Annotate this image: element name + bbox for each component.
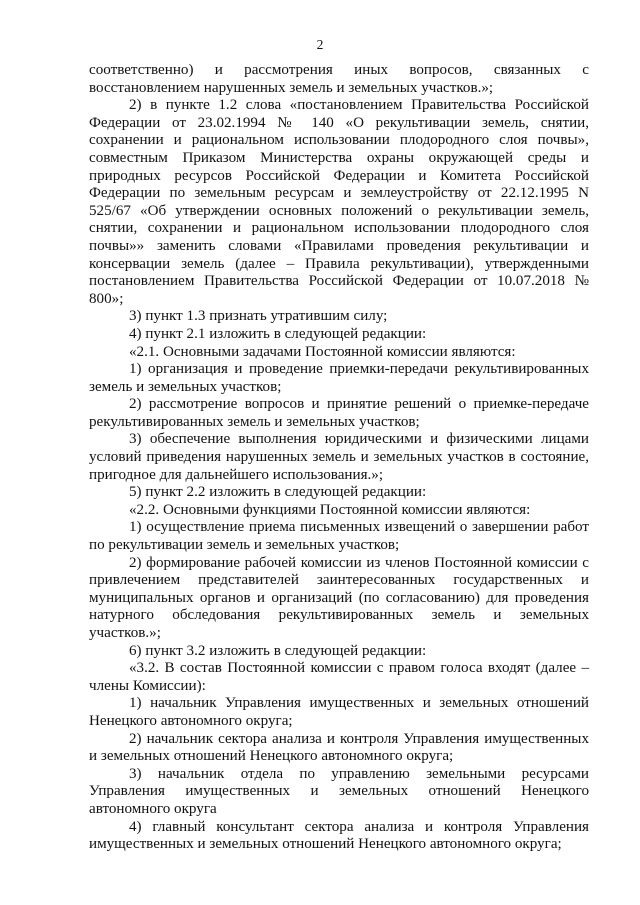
paragraph-16: 2) начальник сектора анализа и контроля Управления имущественных и земельных отношений Ненецкого автономного округа; bbox=[89, 730, 589, 765]
paragraph-4: 4) пункт 2.1 изложить в следующей редакции: bbox=[129, 325, 427, 342]
paragraph-17: 3) начальник отдела по управлению земельными ресурсами Управления имущественных и земельных отношений Ненецкого автономного округа bbox=[89, 765, 589, 817]
paragraph-7: 2) рассмотрение вопросов и принятие решений о приемке-передаче рекультивированных земель и земельных участков; bbox=[89, 396, 589, 430]
paragraph-6: 1) организация и проведение приемки-передачи рекультивированных земель и земельных участков; bbox=[89, 361, 589, 395]
paragraph-5: «2.1. Основными задачами Постоянной комиссии являются: bbox=[129, 343, 516, 360]
document-body bbox=[89, 62, 589, 854]
paragraph-13: 6) пункт 3.2 изложить в следующей редакции: bbox=[129, 642, 427, 659]
paragraph-10: «2.2. Основными функциями Постоянной комиссии являются: bbox=[129, 501, 531, 518]
paragraph-1: соответственно) и рассмотрения иных вопросов, связанных с восстановлением нарушенных земель и земельных участков.»; bbox=[89, 62, 589, 96]
paragraph-9: 5) пункт 2.2 изложить в следующей редакции: bbox=[129, 484, 427, 501]
paragraph-8: 3) обеспечение выполнения юридическими и физическими лицами условий приведения нарушенных земель и земельных участков в состояние, пригодное для дальнейшего использования.»; bbox=[89, 431, 589, 483]
paragraph-15: 1) начальник Управления имущественных и земельных отношений Ненецкого автономного округа; bbox=[89, 695, 589, 729]
paragraph-18: 4) главный консультант сектора анализа и контроля Управления имущественных и земельных отношений Ненецкого автономного округа; bbox=[89, 818, 589, 853]
paragraph-3: 3) пункт 1.3 признать утратившим силу; bbox=[129, 308, 388, 325]
paragraph-12: 2) формирование рабочей комиссии из членов Постоянной комиссии с привлечением представителей заинтересованных государственных и муниципальных органов и организаций (по согласованию) для проведения натурного обследования рекультивированных земель и земельных участков.»; bbox=[89, 554, 589, 641]
paragraph-11: 1) осуществление приема письменных извещений о завершении работ по рекультивации земель и земельных участков; bbox=[89, 519, 589, 554]
paragraph-14: «3.2. В состав Постоянной комиссии с правом голоса входят (далее – члены Комиссии): bbox=[89, 660, 589, 694]
page-number: 2 bbox=[316, 37, 324, 52]
paragraph-2: 2) в пункте 1.2 слова «постановлением Правительства Российской Федерации от 23.02.1994 № 140 «О рекультивации земель, снятии, сохранении и рациональном использовании плодородного слоя почвы», совместным Приказом Министерства охраны окружающей среды и природных ресурсов Российской Федерации и Комитета Российской Федерации по земельным ресурсам и землеустройству от 22.12.1995 N 525/67 «Об утверждении основных положений о рекультивации земель, снятии, сохранении и рациональном использовании плодородного слоя почвы»» заменить словами «Правилами проведения рекультивации и консервации земель (далее – Правила рекультивации), утвержденными постановлением Правительства Российской Федерации от 10.07.2018 № 800»; bbox=[89, 97, 589, 307]
